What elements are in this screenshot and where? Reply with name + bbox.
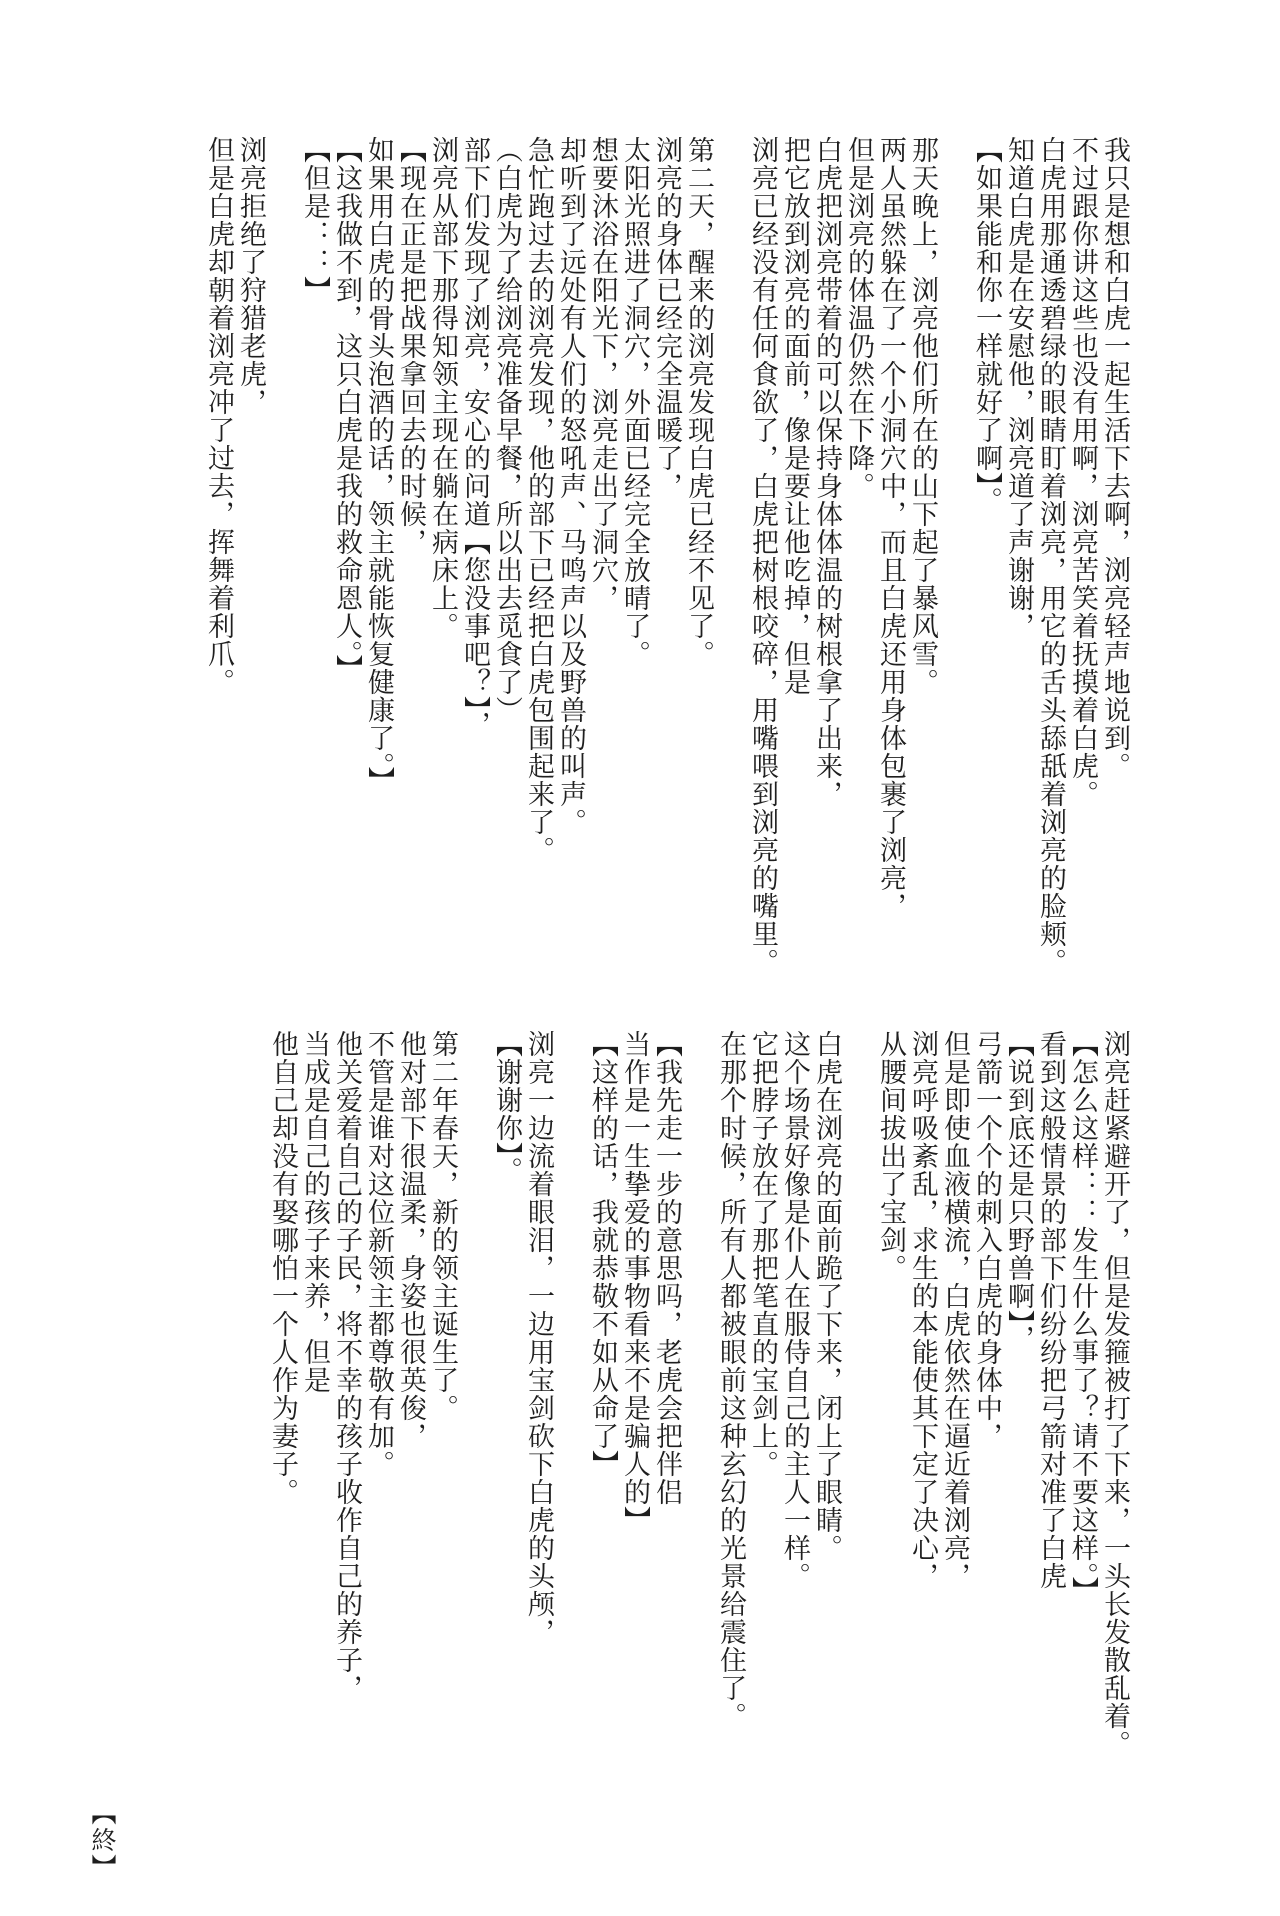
text-column: 浏亮拒绝了狩猎老虎， xyxy=(235,136,266,416)
text-column: 【这样的话，我就恭敬不如从命了】 xyxy=(587,1030,618,1478)
text-column: 那天晚上，浏亮他们所在的山下起了暴风雪。 xyxy=(907,136,938,696)
text-column: 想要沐浴在阳光下，浏亮走出了洞穴， xyxy=(587,136,618,612)
text-column: 我只是想和白虎一起生活下去啊，浏亮轻声地说到。 xyxy=(1099,136,1130,780)
text-column: 这个场景好像是仆人在服侍自己的主人一样。 xyxy=(779,1030,810,1590)
text-column: 第二年春天，新的领主诞生了。 xyxy=(427,1030,458,1422)
text-column: 【如果能和你一样就好了啊】。 xyxy=(971,136,1002,515)
text-column: 却听到了远处有人们的怒吼声、马鸣声以及野兽的叫声。 xyxy=(555,136,586,836)
upper-text-section xyxy=(202,136,1130,976)
lower-text-section xyxy=(266,1030,1130,1758)
text-column: 【谢谢你】。 xyxy=(491,1030,522,1185)
text-column: 白虎把浏亮带着的可以保持身体体温的树根拿了出来， xyxy=(811,136,842,808)
text-column: 他关爱着自己的子民，将不幸的孩子收作自己的养子， xyxy=(331,1030,362,1702)
text-column: 【现在正是把战果拿回去的时候， xyxy=(395,136,426,556)
text-column: 【但是：：】 xyxy=(299,136,330,304)
text-column: 它把脖子放在了那把笔直的宝剑上。 xyxy=(747,1030,778,1478)
text-column: 白虎在浏亮的面前跪了下来，闭上了眼睛。 xyxy=(811,1030,842,1562)
text-column: 【这我做不到，这只白虎是我的救命恩人。】 xyxy=(331,136,362,683)
text-column: 第二天，醒来的浏亮发现白虎已经不见了。 xyxy=(683,136,714,668)
text-column: 他自己却没有娶哪怕一个人作为妻子。 xyxy=(267,1030,298,1506)
end-mark: 【終】 xyxy=(88,1800,117,1881)
text-column: 浏亮呼吸紊乱，求生的本能使其下定了决心， xyxy=(907,1030,938,1590)
text-column: 部下们发现了浏亮，安心的问道【您没事吧？】， xyxy=(459,136,490,739)
text-column: 白虎用那通透碧绿的眼睛盯着浏亮，用它的舌头舔舐着浏亮的脸颊。 xyxy=(1035,136,1066,976)
text-column: 但是浏亮的体温仍然在下降。 xyxy=(843,136,874,500)
paragraph-gap xyxy=(938,136,970,956)
paragraph-gap xyxy=(266,136,298,956)
text-column: 他对部下很温柔，身姿也很英俊， xyxy=(395,1030,426,1450)
text-column: 【怎么这样：：发生什么事了？请不要这样。】 xyxy=(1067,1030,1098,1605)
text-column: 但是即使血液横流，白虎依然在逼近着浏亮， xyxy=(939,1030,970,1590)
text-column: 如果用白虎的骨头泡酒的话，领主就能恢复健康了。】 xyxy=(363,136,394,795)
text-column: 太阳光照进了洞穴，外面已经完全放晴了。 xyxy=(619,136,650,668)
paragraph-gap xyxy=(458,1030,490,1750)
paragraph-gap xyxy=(842,1030,874,1750)
text-column: 不管是谁对这位新领主都尊敬有加。 xyxy=(363,1030,394,1478)
text-column: 急忙跑过去的浏亮发现，他的部下已经把白虎包围起来了。 xyxy=(523,136,554,864)
text-column: 浏亮已经没有任何食欲了，白虎把树根咬碎，用嘴喂到浏亮的嘴里。 xyxy=(747,136,778,976)
text-column: 浏亮一边流着眼泪，一边用宝剑砍下白虎的头颅， xyxy=(523,1030,554,1646)
paragraph-gap xyxy=(714,136,746,956)
text-column: 知道白虎是在安慰他，浏亮道了声谢谢， xyxy=(1003,136,1034,640)
text-column: 当成是自己的孩子来养，但是 xyxy=(299,1030,330,1394)
text-column: 浏亮的身体已经完全温暖了， xyxy=(651,136,682,500)
text-column: 从腰间拔出了宝剑。 xyxy=(875,1030,906,1282)
text-column: 在那个时候，所有人都被眼前这种玄幻的光景给震住了。 xyxy=(715,1030,746,1730)
paragraph-gap xyxy=(554,1030,586,1750)
text-column: 不过跟你讲这些也没有用啊，浏亮苦笑着抚摸着白虎。 xyxy=(1067,136,1098,808)
text-column: （白虎为了给浏亮准备早餐，所以出去觅食了） xyxy=(491,136,522,724)
text-column: 但是白虎却朝着浏亮冲了过去，挥舞着利爪。 xyxy=(203,136,234,696)
text-column: 看到这般情景的部下们纷纷把弓箭对准了白虎 xyxy=(1035,1030,1066,1590)
text-column: 浏亮赶紧避开了，但是发箍被打了下来，一头长发散乱着。 xyxy=(1099,1030,1130,1758)
text-column: 浏亮从部下那得知领主现在躺在病床上。 xyxy=(427,136,458,640)
text-column: 弓箭一个个的刺入白虎的身体中， xyxy=(971,1030,1002,1450)
text-column: 【我先走一步的意思吗，老虎会把伴侣 xyxy=(651,1030,682,1506)
text-column: 两人虽然躲在了一个小洞穴中，而且白虎还用身体包裹了浏亮， xyxy=(875,136,906,920)
text-column: 把它放到浏亮的面前，像是要让他吃掉，但是 xyxy=(779,136,810,696)
text-column: 当作是一生挚爱的事物看来不是骗人的】 xyxy=(619,1030,650,1534)
paragraph-gap xyxy=(682,1030,714,1750)
text-column: 【说到底还是只野兽啊】， xyxy=(1003,1030,1034,1353)
